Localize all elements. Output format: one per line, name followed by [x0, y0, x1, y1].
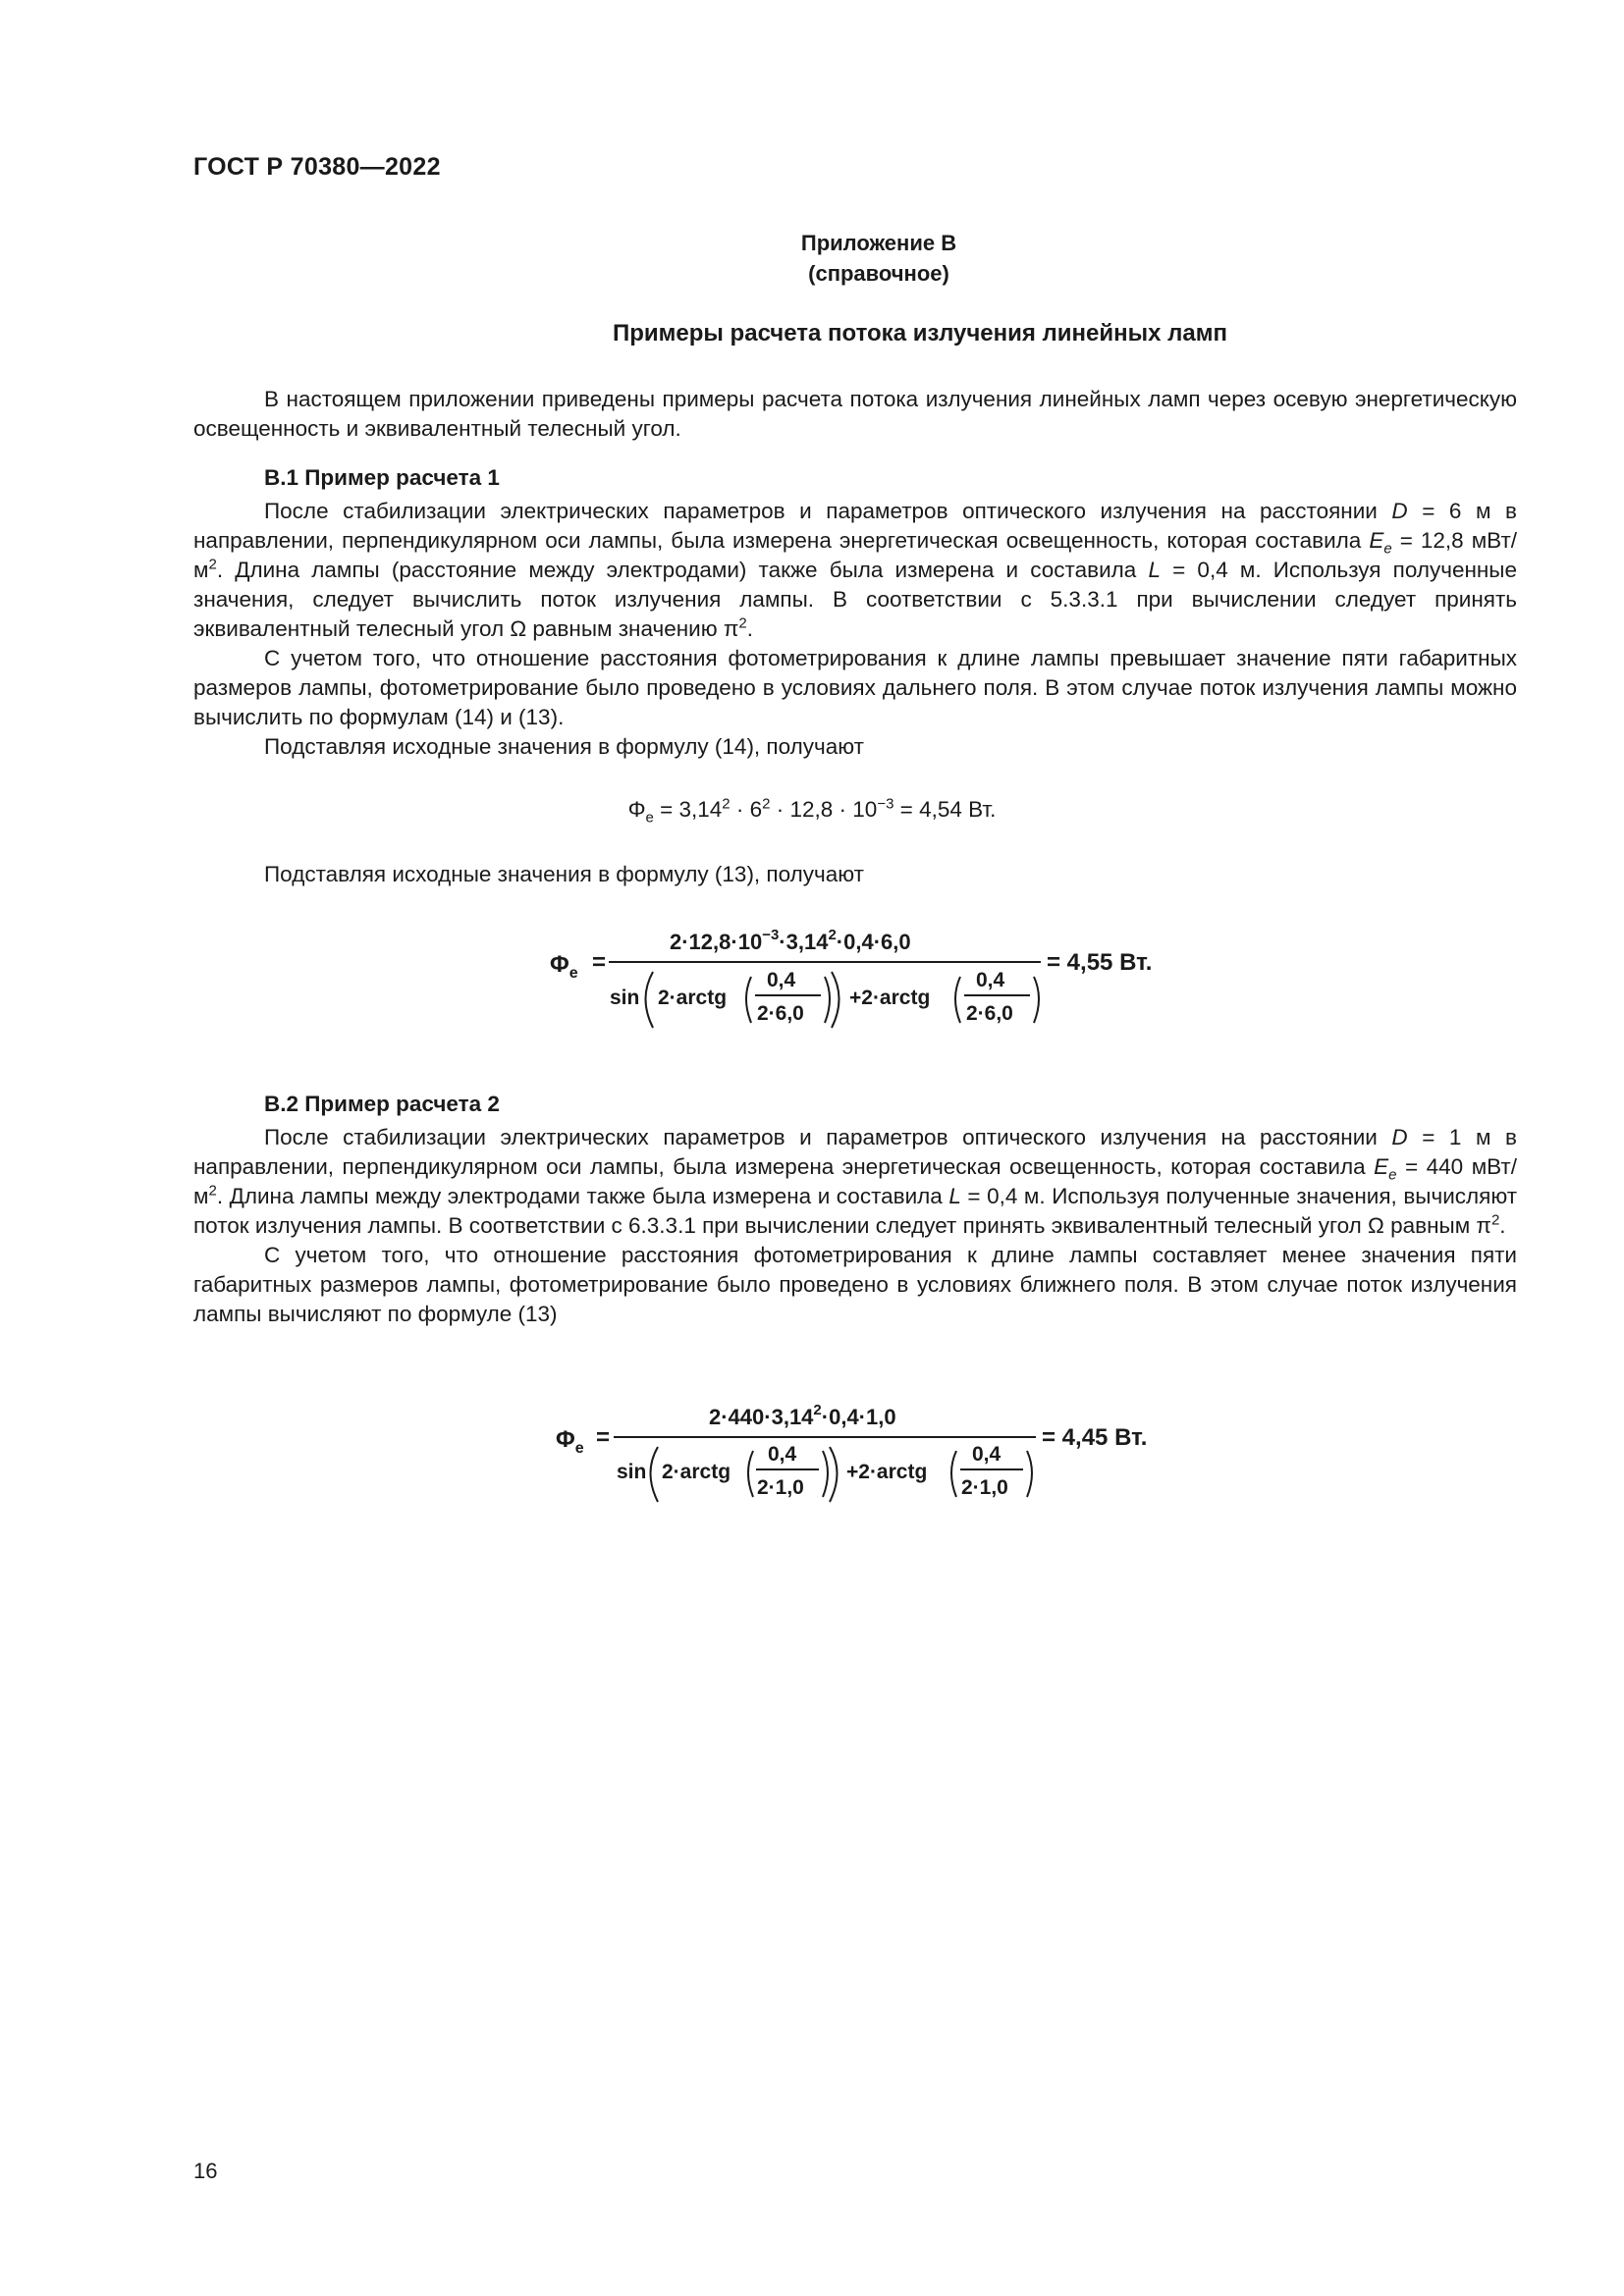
svg-text:+2·arctg: +2·arctg: [849, 987, 931, 1009]
appendix-heading: [0, 228, 1624, 289]
svg-text:2·12,8·10−3·3,142·0,4·6,0: $2\cdot 12,8\cdot 10^{-3}\cdot 3,14^2\cdot 0,4\cdot 6,0$: [670, 927, 911, 954]
formula-14: $\Phi_e = 3,14^2 \cdot 6^2 \cdot 12,8 \cdot 10^{-3} = 4,54$ Вт.: [627, 795, 997, 827]
section1-heading: В.1 Пример расчета 1: [264, 465, 500, 490]
formula-13-ex1-group: [550, 927, 1152, 1028]
appendix-title: Примеры расчета потока излучения линейных ламп: [612, 320, 1228, 347]
svg-text:2·arctg: 2·arctg: [658, 987, 728, 1009]
section1-paragraph-1: После стабилизации электрических параметров и параметров оптического излучения на расстоянии D = 6 м в направлении, перпендикулярном оси лампы, была измерена энергетическая освещенность, которая составила $E_e = 12,8$ мВт/$м^2$. Длина лампы (расстояние между электродами) также была измерена и составила L = 0,4 м. Используя полученные значения, следует вычислить поток излучения лампы. В соответствии с 5.3.3.1 при вычислении следует принять эквивалентный телесный угол Ω равным значению $\pi^2$.: [193, 499, 1517, 641]
section2-paragraph-1: После стабилизации электрических параметров и параметров оптического излучения на расстоянии D = 1 м в направлении, перпендикулярном оси лампы, была измерена энергетическая освещенность, которая составила $E_e = 440$ мВт/$м^2$. Длина лампы между электродами также была измерена и составила L = 0,4 м. Используя полученные значения, вычисляют поток излучения лампы. В соответствии с 6.3.3.1 при вычислении следует принять эквивалентный телесный угол Ω равным $\pi^2$.: [193, 1125, 1518, 1238]
intro-paragraph: В настоящем приложении приведены примеры расчета потока излучения линейных ламп через осевую энергетическую освещенность и эквивалентный телесный угол.: [193, 387, 1517, 441]
svg-text:= 4,55 Вт.: = 4,55 Вт.: [1047, 949, 1153, 976]
section1-paragraph-2: С учетом того, что отношение расстояния фотометрирования к длине лампы превышает значение пяти габаритных размеров лампы, фотометрирование было проведено в условиях дальнего поля. В этом случае поток излучения лампы можно вычислить по формулам (14) и (13).: [193, 646, 1517, 729]
svg-text:=: =: [592, 949, 607, 976]
svg-text:Φe: $\Phi_e$: [550, 951, 578, 982]
section2-text: [193, 1123, 1517, 1329]
svg-text:0,4: 0,4: [768, 1443, 797, 1466]
section1-paragraph-4: Подставляя исходные значения в формулу (13), получают: [264, 862, 864, 886]
svg-text:0,4: 0,4: [972, 1443, 1001, 1466]
svg-text:Φe: $\Phi_e$: [556, 1426, 584, 1457]
appendix-label: Приложение В: [800, 231, 957, 255]
svg-text:= 4,45 Вт.: = 4,45 Вт.: [1042, 1424, 1148, 1451]
formula-13-ex2-group: [556, 1402, 1147, 1502]
svg-text:0,4: 0,4: [976, 969, 1005, 991]
section1-paragraph-3: Подставляя исходные значения в формулу (14), получают: [264, 734, 864, 759]
section2-heading: В.2 Пример расчета 2: [264, 1092, 500, 1116]
document-code: ГОСТ Р 70380—2022: [193, 153, 441, 181]
section1-text: [193, 497, 1517, 762]
svg-text:2·6,0: 2·6,0: [966, 1002, 1013, 1025]
section1-text-2: [193, 860, 1517, 889]
svg-text:0,4: 0,4: [767, 969, 796, 991]
appendix-type: (справочное): [808, 261, 949, 286]
section2-paragraph-2: С учетом того, что отношение расстояния фотометрирования к длине лампы составляет менее значения пяти габаритных размеров лампы, фотометрирование было проведено в условиях ближнего поля. В этом случае поток излучения лампы вычисляют по формуле (13): [193, 1243, 1517, 1326]
svg-text:2·1,0: 2·1,0: [757, 1476, 804, 1499]
svg-text:=: =: [596, 1424, 611, 1451]
svg-text:sin: sin: [617, 1461, 647, 1483]
svg-text:+2·arctg: +2·arctg: [846, 1461, 928, 1483]
svg-text:2·1,0: 2·1,0: [961, 1476, 1008, 1499]
svg-text:sin: sin: [610, 987, 640, 1009]
svg-text:2·arctg: 2·arctg: [662, 1461, 731, 1483]
svg-text:2·6,0: 2·6,0: [757, 1002, 804, 1025]
svg-text:2·440·3,142·0,4·1,0: $2\cdot 440\cdot 3,14^2\cdot 0,4\cdot 1,0$: [709, 1402, 896, 1429]
page-number: 16: [193, 2159, 218, 2183]
